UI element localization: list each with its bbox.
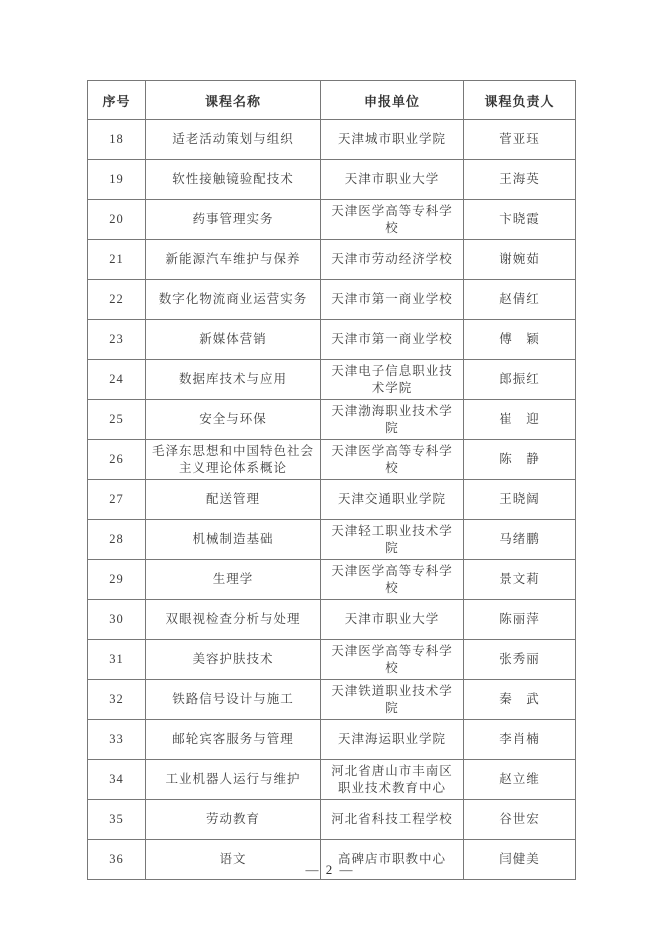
table-row [88,560,576,600]
table-row [88,240,576,280]
page-number: — 2 — [305,862,355,877]
table-row [88,480,576,520]
cell-applicant-unit: 天津海运职业学院 [321,720,464,760]
cell-course-leader: 张秀丽 [464,640,576,680]
cell-course-name: 安全与环保 [146,400,321,440]
cell-course-name: 新媒体营销 [146,320,321,360]
cell-serial-number: 25 [88,400,146,440]
table-row [88,160,576,200]
cell-course-name: 适老活动策划与组织 [146,120,321,160]
cell-applicant-unit: 天津渤海职业技术学院 [321,400,464,440]
header-applicant-unit: 申报单位 [321,81,464,120]
cell-course-leader: 李肖楠 [464,720,576,760]
cell-course-name: 邮轮宾客服务与管理 [146,720,321,760]
cell-serial-number: 19 [88,160,146,200]
cell-course-leader: 菅亚珏 [464,120,576,160]
cell-serial-number: 28 [88,520,146,560]
cell-applicant-unit: 天津医学高等专科学校 [321,640,464,680]
cell-applicant-unit: 天津市职业大学 [321,600,464,640]
table-row [88,320,576,360]
cell-applicant-unit: 天津医学高等专科学校 [321,440,464,480]
cell-applicant-unit: 高碑店市职教中心 [321,840,464,880]
cell-applicant-unit: 天津铁道职业技术学院 [321,680,464,720]
header-serial-number: 序号 [88,81,146,120]
table-row [88,600,576,640]
cell-course-name: 美容护肤技术 [146,640,321,680]
table-row [88,680,576,720]
cell-course-name: 劳动教育 [146,800,321,840]
header-course-leader: 课程负责人 [464,81,576,120]
cell-serial-number: 24 [88,360,146,400]
table-row [88,640,576,680]
cell-applicant-unit: 天津市职业大学 [321,160,464,200]
header-course-name: 课程名称 [146,81,321,120]
cell-course-name: 工业机器人运行与维护 [146,760,321,800]
cell-applicant-unit: 天津市劳动经济学校 [321,240,464,280]
cell-serial-number: 20 [88,200,146,240]
cell-applicant-unit: 天津医学高等专科学校 [321,560,464,600]
cell-course-leader: 谢婉茹 [464,240,576,280]
table-header-row [88,81,576,120]
cell-course-name: 机械制造基础 [146,520,321,560]
cell-serial-number: 32 [88,680,146,720]
cell-serial-number: 26 [88,440,146,480]
table-row [88,360,576,400]
cell-course-name: 软性接触镜验配技术 [146,160,321,200]
cell-course-name: 铁路信号设计与施工 [146,680,321,720]
cell-serial-number: 36 [88,840,146,880]
cell-course-leader: 陈丽萍 [464,600,576,640]
cell-course-leader: 王晓阔 [464,480,576,520]
cell-applicant-unit: 天津市第一商业学校 [321,280,464,320]
cell-serial-number: 35 [88,800,146,840]
cell-course-leader: 郎振红 [464,360,576,400]
cell-serial-number: 29 [88,560,146,600]
table-row [88,120,576,160]
cell-serial-number: 22 [88,280,146,320]
cell-course-name: 毛泽东思想和中国特色社会主义理论体系概论 [146,440,321,480]
table-row [88,400,576,440]
cell-serial-number: 34 [88,760,146,800]
cell-course-name: 生理学 [146,560,321,600]
cell-course-leader: 陈 静 [464,440,576,480]
cell-applicant-unit: 天津轻工职业技术学院 [321,520,464,560]
cell-applicant-unit: 天津电子信息职业技术学院 [321,360,464,400]
course-approval-table [87,80,576,880]
cell-course-leader: 马绪鹏 [464,520,576,560]
table-row [88,440,576,480]
cell-course-leader: 赵倩红 [464,280,576,320]
cell-serial-number: 30 [88,600,146,640]
cell-serial-number: 23 [88,320,146,360]
table-row [88,280,576,320]
cell-serial-number: 31 [88,640,146,680]
cell-course-leader: 傅 颖 [464,320,576,360]
table-row [88,720,576,760]
cell-course-name: 数据库技术与应用 [146,360,321,400]
cell-applicant-unit: 天津市第一商业学校 [321,320,464,360]
cell-serial-number: 27 [88,480,146,520]
cell-course-leader: 崔 迎 [464,400,576,440]
cell-applicant-unit: 河北省唐山市丰南区职业技术教育中心 [321,760,464,800]
cell-course-leader: 景文莉 [464,560,576,600]
cell-course-leader: 秦 武 [464,680,576,720]
cell-course-leader: 赵立维 [464,760,576,800]
cell-course-name: 数字化物流商业运营实务 [146,280,321,320]
cell-course-leader: 卞晓霞 [464,200,576,240]
cell-course-leader: 王海英 [464,160,576,200]
table-row [88,760,576,800]
table-row [88,520,576,560]
cell-course-name: 新能源汽车维护与保养 [146,240,321,280]
cell-course-name: 药事管理实务 [146,200,321,240]
cell-applicant-unit: 天津交通职业学院 [321,480,464,520]
cell-course-leader: 谷世宏 [464,800,576,840]
cell-course-name: 配送管理 [146,480,321,520]
cell-course-name: 双眼视检查分析与处理 [146,600,321,640]
cell-applicant-unit: 天津医学高等专科学校 [321,200,464,240]
cell-serial-number: 21 [88,240,146,280]
cell-serial-number: 18 [88,120,146,160]
cell-course-name: 语文 [146,840,321,880]
table-body [88,120,576,880]
cell-applicant-unit: 天津城市职业学院 [321,120,464,160]
cell-applicant-unit: 河北省科技工程学校 [321,800,464,840]
table-row [88,800,576,840]
table-row [88,200,576,240]
table-header [88,81,576,120]
cell-serial-number: 33 [88,720,146,760]
cell-course-leader: 闫健美 [464,840,576,880]
